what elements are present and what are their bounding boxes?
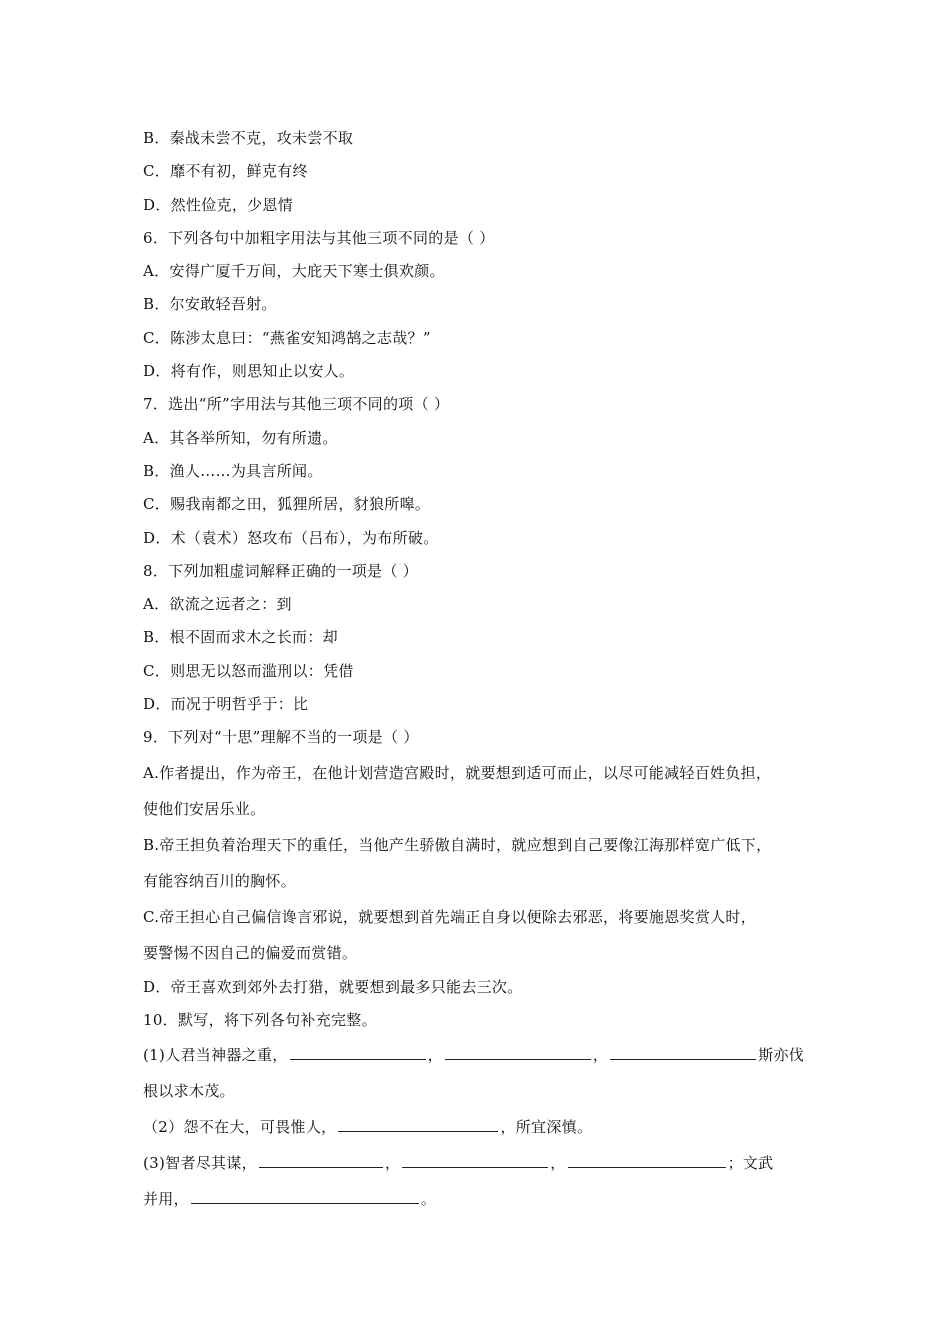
- blank-1b[interactable]: [445, 1045, 591, 1060]
- fill-in-3: [143, 1145, 823, 1181]
- fill-in-3-separator-2: ，: [550, 1154, 566, 1173]
- blank-1a[interactable]: [290, 1045, 426, 1060]
- option-d-q6: D．将有作，则思知止以安人。: [143, 362, 355, 381]
- option-c-q5: C．靡不有初，鲜克有终: [143, 162, 308, 181]
- fill-in-3-suffix: ；文武: [727, 1154, 774, 1173]
- fill-in-2: [143, 1109, 823, 1145]
- blank-3b[interactable]: [402, 1153, 548, 1168]
- option-b-q8: B．根不固而求木之长而：却: [143, 628, 338, 647]
- question-8: 8．下列加粗虚词解释正确的一项是（ ）: [143, 561, 419, 580]
- option-c-q9-line1: C.帝王担心自己偏信谗言邪说，就要想到首先端正自身以便除去邪恶，将要施恩奖赏人时，: [143, 907, 757, 926]
- blank-3c[interactable]: [568, 1153, 726, 1168]
- blank-3d[interactable]: [191, 1189, 419, 1204]
- option-b-q6: B．尔安敢轻吾射。: [143, 295, 277, 314]
- fill-in-3-continuation: [143, 1181, 823, 1217]
- option-a-q9-line1: A.作者提出，作为帝王，在他计划营造宫殿时，就要想到适可而止，以尽可能减轻百姓负担，: [143, 763, 772, 782]
- option-d-q7: D．术（袁术）怒攻布（吕布），为布所破。: [143, 528, 439, 547]
- fill-in-1-separator-1: ，: [427, 1046, 443, 1065]
- option-c-q7: C．赐我南都之田，狐狸所居，豺狼所嗥。: [143, 495, 431, 514]
- fill-in-1-continuation: 根以求木茂。: [143, 1082, 235, 1101]
- fill-in-2-suffix: ，所宜深慎。: [500, 1118, 593, 1137]
- question-7: 7．选出“所”字用法与其他三项不同的项（ ）: [143, 395, 450, 414]
- option-b-q9-line1: B.帝王担负着治理天下的重任，当他产生骄傲自满时，就应想到自己要像江海那样宽广低下，: [143, 835, 772, 854]
- question-6: 6．下列各句中加粗字用法与其他三项不同的是（ ）: [143, 228, 495, 247]
- option-a-q6: A．安得广厦千万间，大庇天下寒士俱欢颜。: [143, 262, 445, 281]
- option-c-q9-line2: 要警惕不因自己的偏爱而赏错。: [143, 943, 358, 962]
- option-d-q9: D．帝王喜欢到郊外去打猎，就要想到最多只能去三次。: [143, 977, 523, 996]
- option-a-q9-line2: 使他们安居乐业。: [143, 799, 266, 818]
- fill-in-1-prefix: (1)人君当神器之重，: [143, 1046, 288, 1065]
- option-d-q5: D．然性俭克，少恩情: [143, 195, 294, 214]
- option-a-q8: A．欲流之远者之：到: [143, 595, 292, 614]
- question-9: 9．下列对“十思”理解不当的一项是（ ）: [143, 728, 419, 747]
- option-b-q9-line2: 有能容纳百川的胸怀。: [143, 871, 297, 890]
- fill-in-3-cont-suffix: 。: [420, 1190, 437, 1209]
- blank-3a[interactable]: [259, 1153, 383, 1168]
- blank-2a[interactable]: [338, 1117, 498, 1132]
- fill-in-2-prefix: （2）怨不在大，可畏惟人，: [143, 1118, 337, 1137]
- option-d-q8: D．而况于明哲乎于：比: [143, 695, 309, 714]
- fill-in-1-separator-2: ，: [592, 1046, 609, 1065]
- question-10: 10．默写，将下列各句补充完整。: [143, 1010, 377, 1029]
- fill-in-3-separator-1: ，: [384, 1154, 401, 1173]
- fill-in-3-cont-prefix: 并用，: [143, 1190, 189, 1209]
- fill-in-1-suffix: 斯亦伐: [758, 1046, 805, 1065]
- question-content: [143, 122, 823, 1217]
- blank-1c[interactable]: [610, 1045, 756, 1060]
- option-c-q8: C．则思无以怒而滥刑以：凭借: [143, 661, 354, 680]
- option-a-q7: A．其各举所知，勿有所遗。: [143, 428, 338, 447]
- option-b-q5: B．秦战未尝不克，攻未尝不取: [143, 129, 354, 147]
- option-b-q7: B．渔人……为具言所闻。: [143, 461, 323, 480]
- fill-in-3-prefix: (3)智者尽其谋，: [143, 1154, 257, 1173]
- fill-in-1: [143, 1037, 823, 1073]
- option-c-q6: C．陈涉太息曰：“燕雀安知鸿鹄之志哉？”: [143, 328, 431, 347]
